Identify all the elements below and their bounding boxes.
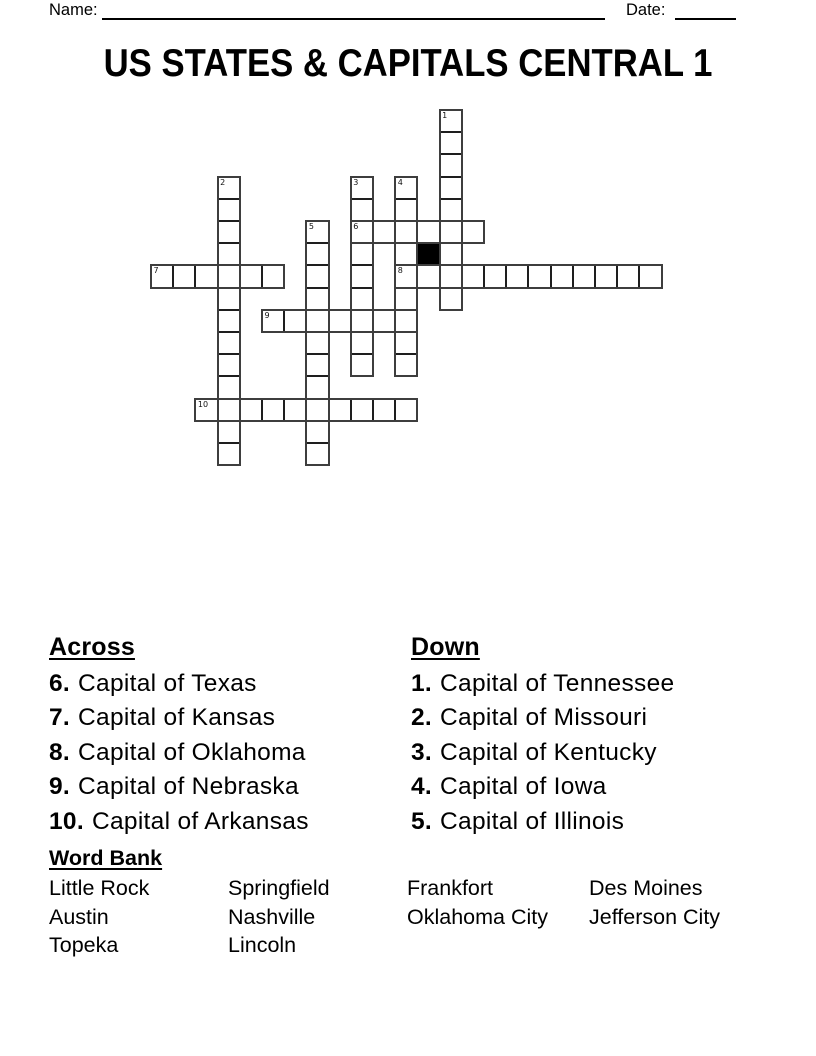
grid-cell <box>528 265 550 287</box>
grid-cell <box>639 265 661 287</box>
grid-cell <box>218 199 240 221</box>
clue-number: 2. <box>411 704 433 732</box>
grid-cell <box>551 265 573 287</box>
grid-cell <box>462 265 484 287</box>
grid-cell <box>351 310 373 332</box>
grid-cell <box>351 288 373 310</box>
grid-cell <box>595 265 617 287</box>
grid-cell <box>417 265 439 287</box>
grid-cell <box>240 265 262 287</box>
grid-cell <box>284 399 306 421</box>
grid-cell <box>506 265 528 287</box>
clue-number: 1. <box>411 670 433 697</box>
grid-cell <box>440 265 462 287</box>
clue-text: Capital of Arkansas <box>91 807 309 835</box>
page-title: US STATES & CAPITALS CENTRAL 1 <box>103 42 713 85</box>
clue-item <box>49 736 409 770</box>
across-heading: Across <box>49 633 135 661</box>
grid-cell-number: 2 <box>220 177 226 187</box>
word-bank-item: Des Moines <box>589 876 703 900</box>
grid-cell <box>351 199 373 221</box>
grid-cell <box>262 265 284 287</box>
clue-item <box>49 701 409 735</box>
word-bank-column-3 <box>407 874 548 931</box>
clue-text: Capital of Oklahoma <box>78 738 306 766</box>
grid-cell <box>440 221 462 243</box>
word-bank-item: Lincoln <box>228 933 297 958</box>
name-label: Name: <box>49 1 98 19</box>
clue-number: 8. <box>49 738 71 766</box>
clue-text: Capital of Kansas <box>78 704 276 732</box>
grid-black-cell <box>417 243 439 265</box>
grid-cell-number: 7 <box>153 266 159 276</box>
word-bank-column-4 <box>589 874 720 931</box>
grid-cell <box>306 243 328 265</box>
grid-cell-number: 9 <box>264 310 270 320</box>
grid-cell-number: 6 <box>353 222 359 231</box>
date-fill-line <box>675 18 736 20</box>
grid-cell <box>218 221 240 243</box>
word-bank-column-1 <box>49 874 149 960</box>
grid-cell <box>351 243 373 265</box>
grid-cell <box>306 288 328 310</box>
grid-cell <box>306 443 328 465</box>
clue-number: 7. <box>49 704 71 732</box>
grid-cell <box>395 243 417 265</box>
grid-cell <box>329 310 351 332</box>
grid-cell <box>218 376 240 398</box>
grid-cell <box>218 443 240 465</box>
grid-cell-number: 3 <box>353 177 359 187</box>
down-clues-section <box>411 633 771 839</box>
grid-cell <box>218 288 240 310</box>
clue-text: Capital of Illinois <box>440 807 625 835</box>
grid-cell-number: 10 <box>197 399 209 409</box>
down-heading: Down <box>411 633 480 661</box>
grid-cell <box>395 332 417 354</box>
grid-cell <box>351 399 373 421</box>
grid-cell <box>395 399 417 421</box>
grid-cell <box>373 221 395 243</box>
grid-cell <box>218 421 240 443</box>
clue-item <box>411 701 771 735</box>
grid-cell <box>218 265 240 287</box>
clue-number: 5. <box>411 807 433 835</box>
word-bank-item: Austin <box>49 904 109 929</box>
grid-cell <box>306 332 328 354</box>
grid-cell <box>306 354 328 376</box>
clue-number: 10. <box>49 807 84 835</box>
grid-cell <box>351 354 373 376</box>
grid-cell <box>262 399 284 421</box>
word-bank-item: Little Rock <box>49 876 150 900</box>
grid-cell-number: 1 <box>442 111 448 120</box>
grid-cell <box>218 354 240 376</box>
grid-cell <box>240 399 262 421</box>
grid-cell <box>373 399 395 421</box>
grid-cell <box>218 310 240 332</box>
grid-cell <box>573 265 595 287</box>
grid-cell <box>351 265 373 287</box>
grid-cell <box>462 221 484 243</box>
clue-item <box>411 667 771 701</box>
grid-cell <box>195 265 217 287</box>
grid-cell <box>306 399 328 421</box>
date-label: Date: <box>626 1 666 19</box>
grid-cell-number: 8 <box>397 266 403 276</box>
clue-text: Capital of Nebraska <box>78 773 299 801</box>
grid-cell <box>329 399 351 421</box>
grid-cell <box>395 354 417 376</box>
grid-cell <box>395 199 417 221</box>
word-bank-item: Nashville <box>228 904 316 929</box>
clue-text: Capital of Tennessee <box>440 670 675 697</box>
clue-number: 9. <box>49 773 71 801</box>
grid-cell <box>173 265 195 287</box>
across-clues-section <box>49 633 409 839</box>
grid-cell <box>440 199 462 221</box>
word-bank-item: Oklahoma City <box>407 904 548 929</box>
grid-cell <box>395 310 417 332</box>
word-bank-item: Springfield <box>228 876 330 900</box>
clue-number: 4. <box>411 773 433 801</box>
down-clue-list <box>411 667 771 839</box>
grid-cell <box>306 265 328 287</box>
clue-item <box>49 805 409 839</box>
name-fill-line <box>102 18 605 20</box>
grid-cell <box>218 399 240 421</box>
clue-text: Capital of Missouri <box>440 704 648 732</box>
grid-cell <box>484 265 506 287</box>
clue-item <box>411 770 771 804</box>
grid-cell <box>440 132 462 154</box>
grid-cell <box>218 332 240 354</box>
clue-number: 3. <box>411 738 433 766</box>
word-bank-item: Frankfort <box>407 876 494 900</box>
grid-cell <box>306 421 328 443</box>
clue-item <box>49 770 409 804</box>
grid-cell <box>617 265 639 287</box>
grid-cell <box>306 376 328 398</box>
grid-cell <box>417 221 439 243</box>
clue-item <box>411 805 771 839</box>
grid-cell <box>440 154 462 176</box>
grid-cell <box>440 243 462 265</box>
clue-item <box>49 667 409 701</box>
grid-cell-number: 4 <box>397 177 403 187</box>
grid-cell <box>395 288 417 310</box>
clue-number: 6. <box>49 670 71 697</box>
grid-cell <box>373 310 395 332</box>
grid-cell <box>395 221 417 243</box>
clue-text: Capital of Texas <box>78 670 257 697</box>
grid-cell <box>284 310 306 332</box>
grid-cell <box>440 177 462 199</box>
word-bank-item: Topeka <box>49 933 119 958</box>
grid-cell <box>218 243 240 265</box>
word-bank-column-2 <box>228 874 330 960</box>
word-bank-heading: Word Bank <box>49 846 163 870</box>
grid-cell <box>306 310 328 332</box>
across-clue-list <box>49 667 409 839</box>
clue-text: Capital of Kentucky <box>440 738 657 766</box>
grid-cell <box>440 288 462 310</box>
grid-cell-number: 5 <box>308 222 314 231</box>
clue-text: Capital of Iowa <box>440 773 607 801</box>
word-bank-item: Jefferson City <box>589 904 721 929</box>
grid-cell <box>351 332 373 354</box>
clue-item <box>411 736 771 770</box>
